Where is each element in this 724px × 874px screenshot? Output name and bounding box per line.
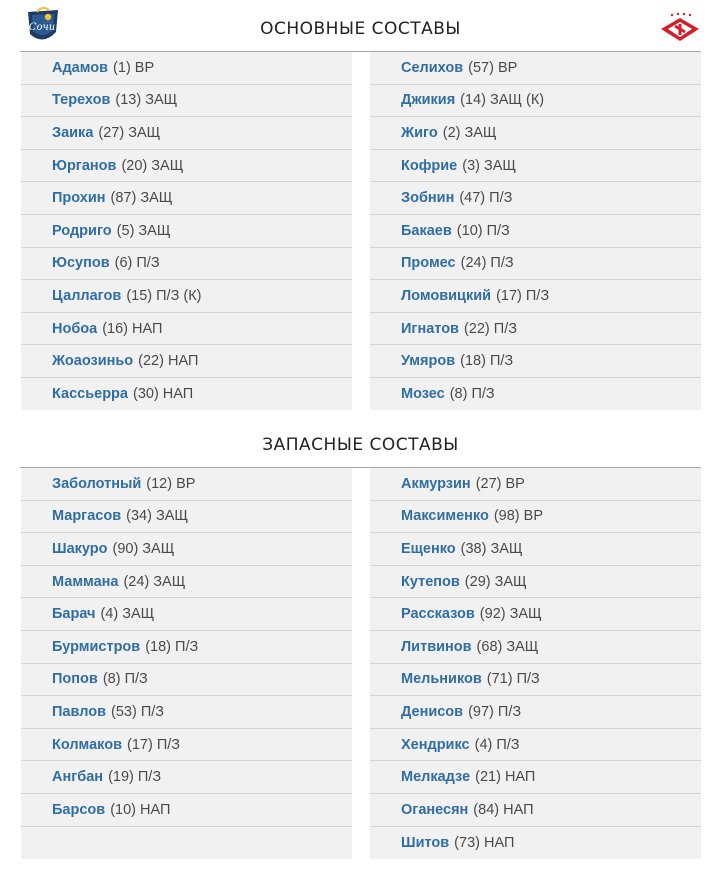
player-name[interactable]: Кофрие [401,157,458,174]
player-name[interactable]: Родриго [52,222,112,239]
player-name[interactable]: Заика [52,124,94,141]
list-item [370,827,701,860]
player-name[interactable]: Умяров [401,353,456,370]
player-name[interactable]: Промес [401,255,456,272]
player-name[interactable]: Зобнин [401,190,455,207]
player-name[interactable]: Колмаков [52,736,122,753]
player-name[interactable]: Маммана [52,573,119,590]
empty-list-item [21,827,352,860]
svg-text:Сочи: Сочи [28,22,56,33]
player-name[interactable]: Игнатов [401,320,459,337]
list-item [21,150,352,183]
player-info: (1) ВР [113,59,155,76]
player-info: (30) НАП [132,386,194,403]
list-item [21,696,352,729]
list-item [370,664,701,697]
player-info: (4) П/З [474,736,520,753]
list-item [21,117,352,150]
player-info: (87) ЗАЩ [110,190,173,207]
list-item [21,631,352,664]
player-name[interactable]: Шакуро [52,540,108,557]
list-item [21,248,352,281]
list-item [21,280,352,313]
list-item [21,85,352,118]
player-info: (14) ЗАЩ (К) [460,92,545,109]
player-name[interactable]: Денисов [401,703,464,720]
player-name[interactable]: Бурмистров [52,638,141,655]
list-item [370,598,701,631]
list-item [370,729,701,762]
player-name[interactable]: Селихов [401,59,464,76]
player-name[interactable]: Цаллагов [52,287,122,304]
player-info: (27) ВР [475,475,525,492]
list-item [21,345,352,378]
player-info: (10) НАП [110,801,171,818]
list-item [370,117,701,150]
list-item [21,533,352,566]
player-info: (22) НАП [138,353,199,370]
player-info: (90) ЗАЩ [112,540,175,557]
player-info: (13) ЗАЩ [115,92,178,109]
player-name[interactable]: Павлов [52,703,106,720]
list-item [370,248,701,281]
player-info: (92) ЗАЩ [479,606,542,623]
list-item [370,533,701,566]
player-info: (6) П/З [114,255,160,272]
list-item [21,313,352,346]
away-subs-list [370,468,701,859]
list-item [21,378,352,411]
player-info: (21) НАП [475,769,536,786]
list-item [370,345,701,378]
player-info: (10) П/З [456,222,510,239]
player-info: (98) ВР [493,508,544,525]
player-name[interactable]: Литвинов [401,638,472,655]
list-item [370,696,701,729]
player-name[interactable]: Юрганов [52,157,117,174]
player-info: (17) П/З [127,736,181,753]
player-info: (4) ЗАЩ [100,606,155,623]
player-info: (68) ЗАЩ [476,638,539,655]
list-item [370,468,701,501]
player-name[interactable]: Ангбан [52,769,104,786]
player-name[interactable]: Мозес [401,386,445,403]
list-item [370,501,701,534]
substitutes-header [20,420,701,468]
player-info: (2) ЗАЩ [442,124,497,141]
player-info: (27) ЗАЩ [98,124,161,141]
list-item [21,501,352,534]
player-name[interactable]: Жиго [401,124,438,141]
player-name[interactable]: Ещенко [401,540,456,557]
list-item [21,215,352,248]
list-item [370,85,701,118]
player-info: (17) П/З [496,287,550,304]
player-name[interactable]: Заболотный [52,475,142,492]
substitutes-title: ЗАПАСНЫЕ СОСТАВЫ [262,435,459,455]
player-name[interactable]: Хендрикс [401,736,470,753]
spartak-crest-icon[interactable] [659,12,701,42]
player-name[interactable]: Бакаев [401,222,452,239]
player-info: (24) ЗАЩ [123,573,186,590]
home-starting-list [21,52,352,410]
player-info: (97) П/З [468,703,522,720]
list-item [370,378,701,411]
player-name[interactable]: Мелкадзе [401,769,471,786]
player-info: (53) П/З [111,703,165,720]
player-info: (34) ЗАЩ [126,508,188,525]
player-name[interactable]: Прохин [52,190,106,207]
list-item [21,761,352,794]
away-starting-list [370,52,701,410]
list-item [370,182,701,215]
player-info: (84) НАП [473,801,534,818]
player-info: (20) ЗАЩ [121,157,184,174]
player-name[interactable]: Адамов [52,59,109,76]
player-info: (8) П/З [102,671,148,688]
player-info: (47) П/З [459,190,513,207]
player-info: (71) П/З [486,671,540,688]
starting-lineups-title: ОСНОВНЫЕ СОСТАВЫ [260,19,461,39]
player-info: (19) П/З [108,769,162,786]
player-name[interactable]: Маргасов [52,508,122,525]
player-name[interactable]: Оганесян [401,801,469,818]
player-name[interactable]: Максименко [401,508,489,525]
player-name[interactable]: Барач [52,606,96,623]
list-item [370,313,701,346]
player-info: (15) П/З (К) [126,287,202,304]
player-info: (18) П/З [460,353,514,370]
list-item [21,52,352,85]
list-item [21,566,352,599]
list-item [21,598,352,631]
list-item [21,468,352,501]
player-name[interactable]: Барсов [52,801,106,818]
list-item [370,52,701,85]
player-name[interactable]: Терехов [52,92,111,109]
list-item [370,631,701,664]
player-name[interactable]: Попов [52,671,98,688]
player-info: (24) П/З [460,255,514,272]
list-item [21,729,352,762]
player-name[interactable]: Рассказов [401,606,475,623]
starting-lineups-header [20,0,701,52]
player-name[interactable]: Кутепов [401,573,460,590]
player-info: (18) П/З [145,638,199,655]
player-name[interactable]: Шитов [401,834,450,851]
list-item [21,794,352,827]
player-name[interactable]: Ломовицкий [401,287,492,304]
home-subs-list [21,468,352,859]
list-item [370,566,701,599]
player-info: (12) ВР [146,475,196,492]
player-name[interactable]: Жоаозиньо [52,353,134,370]
list-item [370,794,701,827]
player-info: (5) ЗАЩ [116,222,171,239]
player-name[interactable]: Мельников [401,671,482,688]
player-name[interactable]: Нобоа [52,320,98,337]
player-info: (3) ЗАЩ [462,157,517,174]
player-info: (29) ЗАЩ [464,573,527,590]
player-name[interactable]: Юсупов [52,255,110,272]
player-name[interactable]: Акмурзин [401,475,471,492]
player-info: (16) НАП [102,320,163,337]
list-item [370,761,701,794]
list-item [370,150,701,183]
player-info: (22) П/З [463,320,517,337]
player-info: (8) П/З [449,386,495,403]
list-item [21,182,352,215]
player-info: (57) ВР [468,59,518,76]
list-item [370,280,701,313]
player-name[interactable]: Джикия [401,92,456,109]
player-info: (38) ЗАЩ [460,540,523,557]
list-item [21,664,352,697]
player-name[interactable]: Кассьерра [52,386,128,403]
player-info: (73) НАП [454,834,515,851]
list-item [370,215,701,248]
